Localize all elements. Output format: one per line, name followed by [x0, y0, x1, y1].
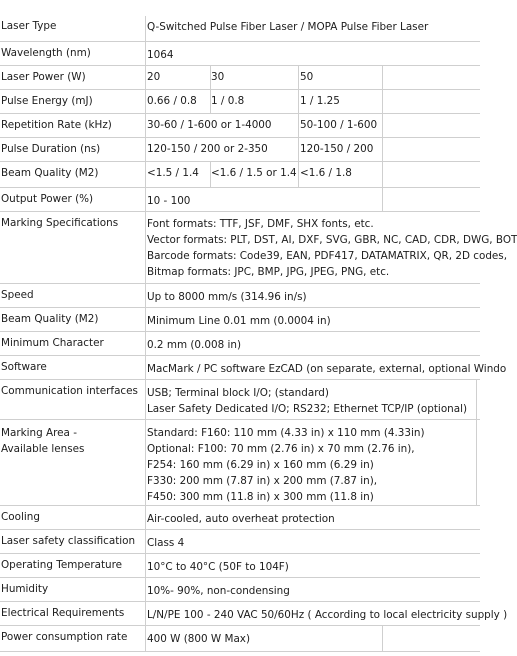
row-electrical-requirements — [0, 602, 508, 626]
label-humidity: Humidity — [0, 578, 146, 601]
value-software: MacMark / PC software EzCAD (on separate, external, optional Windo — [147, 363, 507, 375]
label-laser-type: Laser Type — [0, 16, 146, 41]
row-repetition-rate — [0, 114, 480, 138]
row-minimum-character — [0, 332, 480, 356]
marking-barcode-formats: Barcode formats: Code39, EAN, PDF417, DATAMATRIX, QR, 2D codes, — [147, 250, 508, 262]
value-beam-quality-line: Minimum Line 0.01 mm (0.0004 in) — [147, 315, 331, 327]
value-laser-safety-classification: Class 4 — [147, 537, 185, 549]
row-laser-type — [0, 16, 480, 42]
lens-f330: F330: 200 mm (7.87 in) x 200 mm (7.87 in), — [147, 475, 378, 487]
label-wavelength: Wavelength (nm) — [0, 42, 146, 65]
communication-standard: USB; Terminal block I/O; (standard) — [147, 387, 329, 399]
row-beam-quality-m2 — [0, 162, 480, 188]
label-output-power: Output Power (%) — [0, 188, 146, 211]
row-marking-specifications — [0, 212, 517, 284]
marking-vector-formats: Vector formats: PLT, DST, AI, DXF, SVG, GBR, NC, CAD, CDR, DWG, BOT — [147, 234, 517, 246]
value-laser-power-30w: 30 — [211, 66, 299, 89]
label-marking-area-line-1: Marking Area - — [1, 427, 77, 439]
value-pulse-energy-30w: 1 / 0.8 — [211, 90, 299, 113]
value-beam-quality-30w: <1.6 / 1.5 or 1.4 — [211, 162, 299, 187]
row-speed — [0, 284, 480, 308]
value-pulse-energy-50w: 1 / 1.25 — [299, 90, 383, 113]
value-laser-power-20w: 20 — [147, 66, 211, 89]
value-beam-quality-20w: <1.5 / 1.4 — [147, 162, 211, 187]
label-speed: Speed — [0, 284, 146, 307]
marking-font-formats: Font formats: TTF, JSF, DMF, SHX fonts, etc. — [147, 218, 374, 230]
label-electrical-requirements: Electrical Requirements — [0, 602, 146, 625]
row-communication-interfaces — [0, 380, 480, 420]
label-pulse-energy: Pulse Energy (mJ) — [0, 90, 146, 113]
value-wavelength: 1064 — [147, 49, 174, 61]
value-output-power: 10 - 100 — [147, 188, 383, 211]
row-marking-area — [0, 420, 480, 506]
row-laser-power — [0, 66, 480, 90]
row-wavelength — [0, 42, 480, 66]
row-cooling — [0, 506, 480, 530]
value-cooling: Air-cooled, auto overheat protection — [147, 513, 335, 525]
value-marking-specifications — [147, 212, 517, 283]
communication-optional: Laser Safety Dedicated I/O; RS232; Ethernet TCP/IP (optional) — [147, 403, 468, 415]
value-repetition-rate-50w: 50-100 / 1-600 — [299, 114, 383, 137]
lens-f450: F450: 300 mm (11.8 in) x 300 mm (11.8 in) — [147, 491, 374, 503]
label-software: Software — [0, 356, 146, 379]
label-cooling: Cooling — [0, 506, 146, 529]
value-marking-area — [147, 420, 477, 505]
label-marking-area-line-2: Available lenses — [1, 443, 85, 455]
value-speed: Up to 8000 mm/s (314.96 in/s) — [147, 291, 307, 303]
row-power-consumption-rate — [0, 626, 480, 652]
value-pulse-energy-20w: 0.66 / 0.8 — [147, 90, 211, 113]
value-operating-temperature: 10°C to 40°C (50F to 104F) — [147, 561, 289, 573]
label-power-consumption-rate: Power consumption rate — [0, 626, 146, 651]
value-minimum-character: 0.2 mm (0.008 in) — [147, 339, 242, 351]
label-beam-quality-m2: Beam Quality (M2) — [0, 162, 146, 187]
value-beam-quality-50w: <1.6 / 1.8 — [299, 162, 383, 187]
value-humidity: 10%- 90%, non-condensing — [147, 585, 290, 597]
label-laser-power: Laser Power (W) — [0, 66, 146, 89]
label-repetition-rate: Repetition Rate (kHz) — [0, 114, 146, 137]
value-pulse-duration-50w: 120-150 / 200 — [299, 138, 383, 161]
value-power-consumption-rate: 400 W (800 W Max) — [147, 626, 383, 651]
row-output-power — [0, 188, 480, 212]
label-beam-quality-line: Beam Quality (M2) — [0, 308, 146, 331]
label-marking-specifications: Marking Specifications — [0, 212, 146, 283]
lens-standard-f160: Standard: F160: 110 mm (4.33 in) x 110 mm (4.33in) — [147, 427, 425, 439]
value-repetition-rate-20-30w: 30-60 / 1-600 or 1-4000 — [147, 114, 299, 137]
row-pulse-duration — [0, 138, 480, 162]
row-pulse-energy — [0, 90, 480, 114]
label-minimum-character: Minimum Character — [0, 332, 146, 355]
row-humidity — [0, 578, 480, 602]
lens-optional-f100: Optional: F100: 70 mm (2.76 in) x 70 mm (2.76 in), — [147, 443, 415, 455]
lens-f254: F254: 160 mm (6.29 in) x 160 mm (6.29 in) — [147, 459, 374, 471]
value-laser-type: Q-Switched Pulse Fiber Laser / MOPA Pulse Fiber Laser — [147, 21, 429, 33]
value-pulse-duration-20-30w: 120-150 / 200 or 2-350 — [147, 138, 299, 161]
label-laser-safety-classification: Laser safety classification — [0, 530, 146, 553]
label-marking-area — [0, 420, 146, 505]
row-beam-quality-line — [0, 308, 480, 332]
marking-bitmap-formats: Bitmap formats: JPC, BMP, JPG, JPEG, PNG, etc. — [147, 266, 390, 278]
row-laser-safety-classification — [0, 530, 480, 554]
label-pulse-duration: Pulse Duration (ns) — [0, 138, 146, 161]
value-electrical-requirements: L/N/PE 100 - 240 VAC 50/60Hz ( According to local electricity supply ) — [147, 609, 508, 621]
row-software — [0, 356, 507, 380]
label-communication-interfaces: Communication interfaces — [0, 380, 146, 419]
value-laser-power-50w: 50 — [299, 66, 383, 89]
label-operating-temperature: Operating Temperature — [0, 554, 146, 577]
value-communication-interfaces — [147, 380, 477, 419]
row-operating-temperature — [0, 554, 480, 578]
